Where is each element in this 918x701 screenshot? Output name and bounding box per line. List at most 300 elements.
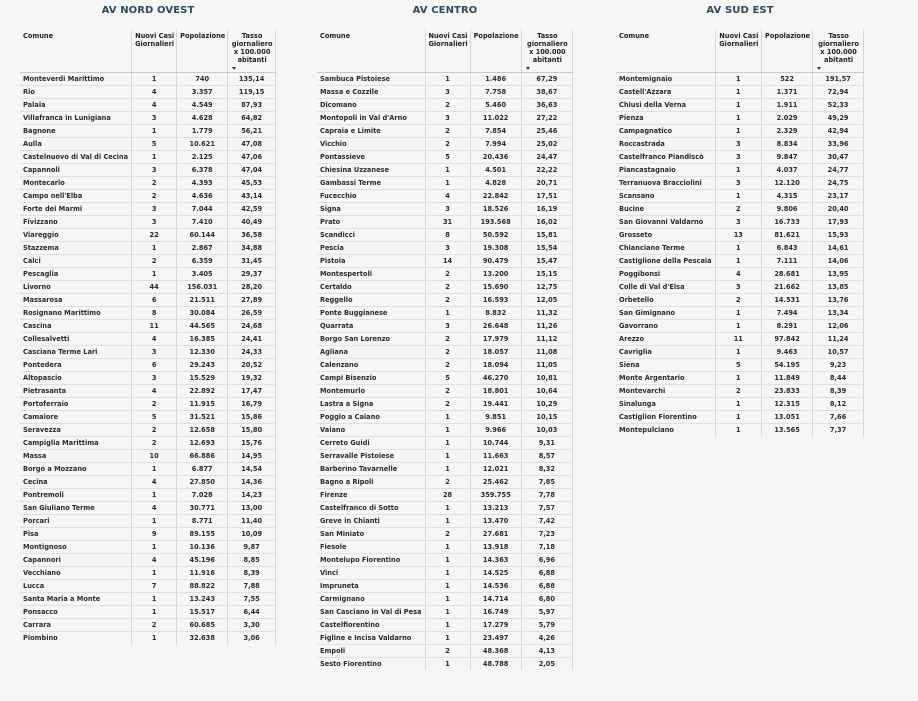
table-row (317, 489, 573, 502)
header-nuovi-casi[interactable] (132, 29, 177, 73)
cell-nuovi-casi: 1 (715, 255, 761, 268)
cell-nuovi-casi: 1 (132, 567, 177, 580)
cell-tasso: 10,81 (521, 372, 572, 385)
cell-tasso: 11,05 (521, 359, 572, 372)
cell-comune: Gavorrano (616, 320, 715, 333)
cell-tasso: 8,12 (813, 398, 864, 411)
cell-popolazione: 8.291 (762, 320, 813, 333)
cell-nuovi-casi: 1 (425, 580, 470, 593)
cell-nuovi-casi: 2 (425, 398, 470, 411)
cell-comune: Lastra a Signa (317, 398, 425, 411)
cell-tasso: 11,24 (813, 333, 864, 346)
cell-tasso: 8,39 (813, 385, 864, 398)
cases-table (20, 29, 276, 644)
cell-nuovi-casi: 3 (425, 112, 470, 125)
header-comune[interactable] (20, 29, 132, 73)
cell-nuovi-casi: 1 (132, 268, 177, 281)
cell-nuovi-casi: 1 (425, 502, 470, 515)
table-row (616, 333, 864, 346)
cell-nuovi-casi: 1 (132, 515, 177, 528)
cell-nuovi-casi: 11 (132, 320, 177, 333)
table-row (20, 216, 276, 229)
table-row (20, 346, 276, 359)
cell-popolazione: 50.592 (470, 229, 521, 242)
cell-nuovi-casi: 1 (715, 398, 761, 411)
cell-tasso: 47,04 (228, 164, 276, 177)
cell-nuovi-casi: 28 (425, 489, 470, 502)
cell-comune: Fiesole (317, 541, 425, 554)
cell-comune: Montelupo Fiorentino (317, 554, 425, 567)
table-row (317, 164, 573, 177)
header-label: Popolazione (180, 32, 226, 40)
cell-nuovi-casi: 2 (425, 99, 470, 112)
cell-comune: Castelfranco di Sotto (317, 502, 425, 515)
table-row (20, 398, 276, 411)
cell-tasso: 7,78 (521, 489, 572, 502)
cell-popolazione: 18.057 (470, 346, 521, 359)
cell-popolazione: 14.525 (470, 567, 521, 580)
cell-nuovi-casi: 3 (132, 164, 177, 177)
cell-comune: Pontedera (20, 359, 132, 372)
sort-descending-icon[interactable] (817, 67, 821, 70)
table-row (616, 190, 864, 203)
cell-nuovi-casi: 44 (132, 281, 177, 294)
header-label: Popolazione (765, 32, 811, 40)
cell-nuovi-casi: 5 (132, 411, 177, 424)
cell-tasso: 14,06 (813, 255, 864, 268)
table-row (317, 242, 573, 255)
cell-nuovi-casi: 22 (132, 229, 177, 242)
cell-nuovi-casi: 6 (132, 359, 177, 372)
header-tasso[interactable] (228, 29, 276, 73)
cell-nuovi-casi: 1 (715, 99, 761, 112)
table-header-row (20, 29, 276, 73)
table-row (317, 528, 573, 541)
cell-nuovi-casi: 8 (425, 229, 470, 242)
cell-tasso: 49,29 (813, 112, 864, 125)
cell-nuovi-casi: 3 (715, 177, 761, 190)
cell-nuovi-casi: 1 (132, 593, 177, 606)
sort-descending-icon[interactable] (526, 67, 530, 70)
cell-nuovi-casi: 2 (425, 333, 470, 346)
cell-nuovi-casi: 1 (425, 554, 470, 567)
cell-comune: Livorno (20, 281, 132, 294)
cell-nuovi-casi: 1 (425, 411, 470, 424)
table-row (616, 320, 864, 333)
cell-tasso: 119,15 (228, 86, 276, 99)
cell-popolazione: 26.648 (470, 320, 521, 333)
table-row (317, 645, 573, 658)
cell-tasso: 56,21 (228, 125, 276, 138)
cell-popolazione: 3.405 (177, 268, 228, 281)
cell-popolazione: 4.501 (470, 164, 521, 177)
cell-comune: Firenze (317, 489, 425, 502)
cell-comune: Castiglion Fiorentino (616, 411, 715, 424)
cell-popolazione: 22.842 (470, 190, 521, 203)
cell-tasso: 10,29 (521, 398, 572, 411)
cell-comune: Montemignaio (616, 73, 715, 86)
table-row (616, 73, 864, 86)
cell-comune: Vicchio (317, 138, 425, 151)
cell-popolazione: 16.733 (762, 216, 813, 229)
table-row (20, 307, 276, 320)
header-tasso[interactable] (813, 29, 864, 73)
table-row (317, 463, 573, 476)
cell-nuovi-casi: 1 (425, 73, 470, 86)
cell-nuovi-casi: 2 (425, 346, 470, 359)
cell-comune: Vecchiano (20, 567, 132, 580)
cell-tasso: 47,06 (228, 151, 276, 164)
cell-tasso: 10,03 (521, 424, 572, 437)
cell-popolazione: 4.628 (177, 112, 228, 125)
cell-nuovi-casi: 10 (132, 450, 177, 463)
cell-comune: Sambuca Pistoiese (317, 73, 425, 86)
cell-nuovi-casi: 2 (425, 281, 470, 294)
cell-tasso: 17,93 (813, 216, 864, 229)
table-row (616, 424, 864, 437)
cell-nuovi-casi: 3 (132, 346, 177, 359)
cell-comune: Massarosa (20, 294, 132, 307)
cell-comune: Campi Bisenzio (317, 372, 425, 385)
cell-nuovi-casi: 5 (132, 138, 177, 151)
cell-popolazione: 97.842 (762, 333, 813, 346)
cell-comune: Scandicci (317, 229, 425, 242)
cell-popolazione: 20.436 (470, 151, 521, 164)
cell-tasso: 6,80 (521, 593, 572, 606)
cell-tasso: 11,32 (521, 307, 572, 320)
cell-popolazione: 31.521 (177, 411, 228, 424)
cell-comune: Arezzo (616, 333, 715, 346)
table-row (317, 580, 573, 593)
cell-comune: Santa Maria a Monte (20, 593, 132, 606)
cell-comune: Montopoli in Val d'Arno (317, 112, 425, 125)
cell-nuovi-casi: 2 (425, 645, 470, 658)
cell-comune: Terranuova Bracciolini (616, 177, 715, 190)
cell-popolazione: 48.788 (470, 658, 521, 671)
cell-tasso: 30,47 (813, 151, 864, 164)
table-row (20, 476, 276, 489)
cell-popolazione: 7.044 (177, 203, 228, 216)
table-row (317, 125, 573, 138)
table-row (20, 73, 276, 86)
cell-tasso: 7,23 (521, 528, 572, 541)
table-row (317, 619, 573, 632)
header-comune[interactable] (616, 29, 715, 73)
table-row (20, 593, 276, 606)
cell-popolazione: 17.279 (470, 619, 521, 632)
table-row (317, 294, 573, 307)
cell-tasso: 28,20 (228, 281, 276, 294)
cases-table (616, 29, 864, 436)
cell-nuovi-casi: 1 (425, 593, 470, 606)
cell-tasso: 7,88 (228, 580, 276, 593)
cell-popolazione: 30.771 (177, 502, 228, 515)
cell-comune: Quarrata (317, 320, 425, 333)
table-row (616, 229, 864, 242)
cell-nuovi-casi: 1 (715, 190, 761, 203)
cell-comune: Empoli (317, 645, 425, 658)
cell-nuovi-casi: 5 (425, 372, 470, 385)
cell-popolazione: 8.832 (470, 307, 521, 320)
cell-comune: Cerreto Guidi (317, 437, 425, 450)
cell-nuovi-casi: 1 (132, 606, 177, 619)
cell-popolazione: 88.822 (177, 580, 228, 593)
cell-tasso: 5,79 (521, 619, 572, 632)
cell-tasso: 13,76 (813, 294, 864, 307)
cell-comune: Calci (20, 255, 132, 268)
cell-nuovi-casi: 1 (425, 567, 470, 580)
cell-comune: Barberino Tavarnelle (317, 463, 425, 476)
cell-nuovi-casi: 2 (715, 294, 761, 307)
table-row (20, 190, 276, 203)
cell-nuovi-casi: 1 (425, 658, 470, 671)
cell-nuovi-casi: 1 (425, 450, 470, 463)
cell-popolazione: 15.517 (177, 606, 228, 619)
cell-comune: Poggibonsi (616, 268, 715, 281)
cell-nuovi-casi: 1 (425, 619, 470, 632)
cell-comune: Rosignano Marittimo (20, 307, 132, 320)
table-row (317, 268, 573, 281)
cell-nuovi-casi: 31 (425, 216, 470, 229)
header-label: Comune (320, 32, 351, 40)
table-row (20, 294, 276, 307)
table-row (317, 554, 573, 567)
cell-nuovi-casi: 2 (425, 385, 470, 398)
cell-popolazione: 522 (762, 73, 813, 86)
header-popolazione[interactable] (177, 29, 228, 73)
cell-popolazione: 1.779 (177, 125, 228, 138)
table-row (616, 255, 864, 268)
cell-comune: Porcari (20, 515, 132, 528)
cell-nuovi-casi: 1 (715, 372, 761, 385)
header-label: Nuovi Casi Giornalieri (428, 32, 468, 48)
cell-comune: San Giovanni Valdarno (616, 216, 715, 229)
header-nuovi-casi[interactable] (425, 29, 470, 73)
cell-popolazione: 156.031 (177, 281, 228, 294)
table-row (317, 658, 573, 671)
cell-comune: Gambassi Terme (317, 177, 425, 190)
cell-comune: Campo nell'Elba (20, 190, 132, 203)
cell-popolazione: 740 (177, 73, 228, 86)
cell-nuovi-casi: 1 (425, 177, 470, 190)
cell-tasso: 64,82 (228, 112, 276, 125)
table-row (317, 190, 573, 203)
table-row (616, 177, 864, 190)
cell-popolazione: 7.758 (470, 86, 521, 99)
cell-tasso: 16,19 (521, 203, 572, 216)
table-row (317, 450, 573, 463)
header-comune[interactable] (317, 29, 425, 73)
cell-tasso: 7,55 (228, 593, 276, 606)
cell-comune: Figline e Incisa Valdarno (317, 632, 425, 645)
cell-nuovi-casi: 1 (715, 346, 761, 359)
cell-popolazione: 6.843 (762, 242, 813, 255)
cell-popolazione: 81.621 (762, 229, 813, 242)
cell-tasso: 36,58 (228, 229, 276, 242)
table-row (20, 385, 276, 398)
table-row (317, 476, 573, 489)
cell-nuovi-casi: 2 (132, 619, 177, 632)
table-row (317, 372, 573, 385)
header-popolazione[interactable] (470, 29, 521, 73)
cell-nuovi-casi: 2 (132, 437, 177, 450)
cell-popolazione: 11.915 (177, 398, 228, 411)
cell-tasso: 47,08 (228, 138, 276, 151)
cell-popolazione: 22.892 (177, 385, 228, 398)
cell-tasso: 17,47 (228, 385, 276, 398)
cell-comune: Cavriglia (616, 346, 715, 359)
table-row (20, 242, 276, 255)
cell-tasso: 9,31 (521, 437, 572, 450)
cell-popolazione: 90.479 (470, 255, 521, 268)
table-row (20, 112, 276, 125)
cell-tasso: 7,66 (813, 411, 864, 424)
cell-tasso: 11,12 (521, 333, 572, 346)
cell-popolazione: 18.094 (470, 359, 521, 372)
cell-nuovi-casi: 1 (715, 125, 761, 138)
table-row (616, 268, 864, 281)
cell-tasso: 72,94 (813, 86, 864, 99)
cell-nuovi-casi: 2 (425, 359, 470, 372)
cell-tasso: 14,54 (228, 463, 276, 476)
cell-popolazione: 45.196 (177, 554, 228, 567)
cell-tasso: 2,05 (521, 658, 572, 671)
cell-comune: Capraia e Limite (317, 125, 425, 138)
table-row (20, 320, 276, 333)
cell-comune: Sesto Fiorentino (320, 660, 382, 668)
cell-tasso: 11,08 (521, 346, 572, 359)
cell-comune: Pescia (317, 242, 425, 255)
header-nuovi-casi[interactable] (715, 29, 761, 73)
cell-popolazione: 4.315 (762, 190, 813, 203)
cell-popolazione: 25.462 (470, 476, 521, 489)
cell-popolazione: 7.028 (177, 489, 228, 502)
table-row (317, 346, 573, 359)
cell-tasso: 14,61 (813, 242, 864, 255)
cell-tasso: 10,15 (521, 411, 572, 424)
cell-comune: Colle di Val d'Elsa (616, 281, 715, 294)
cell-comune: Greve in Chianti (317, 515, 425, 528)
cell-comune: Massa (20, 450, 132, 463)
cell-popolazione: 12.330 (177, 346, 228, 359)
panel-title: AV SUD EST (706, 5, 774, 16)
header-tasso[interactable] (521, 29, 572, 73)
cell-nuovi-casi: 1 (425, 632, 470, 645)
cell-comune: Carrara (20, 619, 132, 632)
cell-comune: Pontremoli (20, 489, 132, 502)
cell-popolazione: 1.486 (470, 73, 521, 86)
cell-comune: Chiusi della Verna (616, 99, 715, 112)
cell-tasso: 67,29 (521, 73, 572, 86)
cell-comune: Pistoia (317, 255, 425, 268)
header-label: Tasso giornaliero x 100.000 abitanti (231, 32, 273, 64)
cell-popolazione: 359.755 (470, 489, 521, 502)
cell-comune: Pienza (616, 112, 715, 125)
table-row (317, 359, 573, 372)
cell-popolazione: 9.463 (762, 346, 813, 359)
cell-comune: Lucca (20, 580, 132, 593)
table-row (20, 541, 276, 554)
table-row (20, 606, 276, 619)
cell-tasso: 45,53 (228, 177, 276, 190)
cell-nuovi-casi: 1 (425, 164, 470, 177)
cell-popolazione: 13.051 (762, 411, 813, 424)
sort-descending-icon[interactable] (232, 67, 236, 70)
cell-comune: Pontassieve (317, 151, 425, 164)
cell-popolazione: 13.565 (762, 424, 813, 437)
cell-comune: Piancastagnaio (616, 164, 715, 177)
cell-nuovi-casi: 2 (425, 528, 470, 541)
cell-popolazione: 8.771 (177, 515, 228, 528)
cell-nuovi-casi: 2 (425, 125, 470, 138)
table-row (20, 281, 276, 294)
cell-tasso: 16,79 (228, 398, 276, 411)
cell-comune: Carmignano (317, 593, 425, 606)
cell-tasso: 34,88 (228, 242, 276, 255)
cell-popolazione: 12.120 (762, 177, 813, 190)
table-row (317, 437, 573, 450)
cell-comune: Grosseto (616, 229, 715, 242)
table-row (317, 515, 573, 528)
cell-nuovi-casi: 3 (425, 203, 470, 216)
cell-comune: Monteverdi Marittimo (20, 73, 132, 86)
cell-popolazione: 27.850 (177, 476, 228, 489)
cell-comune: San Casciano in Val di Pesa (317, 606, 425, 619)
cell-tasso: 22,22 (521, 164, 572, 177)
table-row (616, 411, 864, 424)
cell-nuovi-casi: 2 (715, 385, 761, 398)
cell-comune: Montecarlo (20, 177, 132, 190)
cell-nuovi-casi: 4 (132, 502, 177, 515)
cell-popolazione: 15.529 (177, 372, 228, 385)
table-row (20, 450, 276, 463)
cell-comune: Castiglione della Pescaia (616, 255, 715, 268)
table-row (616, 398, 864, 411)
cell-tasso: 15,47 (521, 255, 572, 268)
cell-comune: Vinci (317, 567, 425, 580)
cell-comune: Casciana Terme Lari (20, 346, 132, 359)
cell-comune: San Giuliano Terme (20, 502, 132, 515)
cell-nuovi-casi: 1 (425, 437, 470, 450)
cell-popolazione: 16.385 (177, 333, 228, 346)
cell-nuovi-casi: 1 (425, 424, 470, 437)
cell-popolazione: 18.526 (470, 203, 521, 216)
cell-popolazione: 23.833 (762, 385, 813, 398)
table-row (317, 177, 573, 190)
cell-nuovi-casi: 4 (132, 385, 177, 398)
cell-nuovi-casi: 3 (715, 281, 761, 294)
table-row (317, 320, 573, 333)
cell-popolazione: 193.568 (470, 216, 521, 229)
cell-nuovi-casi: 1 (715, 242, 761, 255)
panel-centro (317, 0, 573, 670)
cell-comune: Serravalle Pistoiese (317, 450, 425, 463)
cell-popolazione: 9.806 (762, 203, 813, 216)
table-row (20, 229, 276, 242)
cell-nuovi-casi: 2 (425, 476, 470, 489)
cell-popolazione: 60.685 (177, 619, 228, 632)
cell-popolazione: 2.029 (762, 112, 813, 125)
header-popolazione[interactable] (762, 29, 813, 73)
table-row (317, 398, 573, 411)
table-row (616, 359, 864, 372)
table-row (616, 86, 864, 99)
table-row (616, 294, 864, 307)
cell-popolazione: 6.877 (177, 463, 228, 476)
table-row (317, 411, 573, 424)
table-row (616, 203, 864, 216)
cell-tasso: 3,30 (228, 619, 276, 632)
